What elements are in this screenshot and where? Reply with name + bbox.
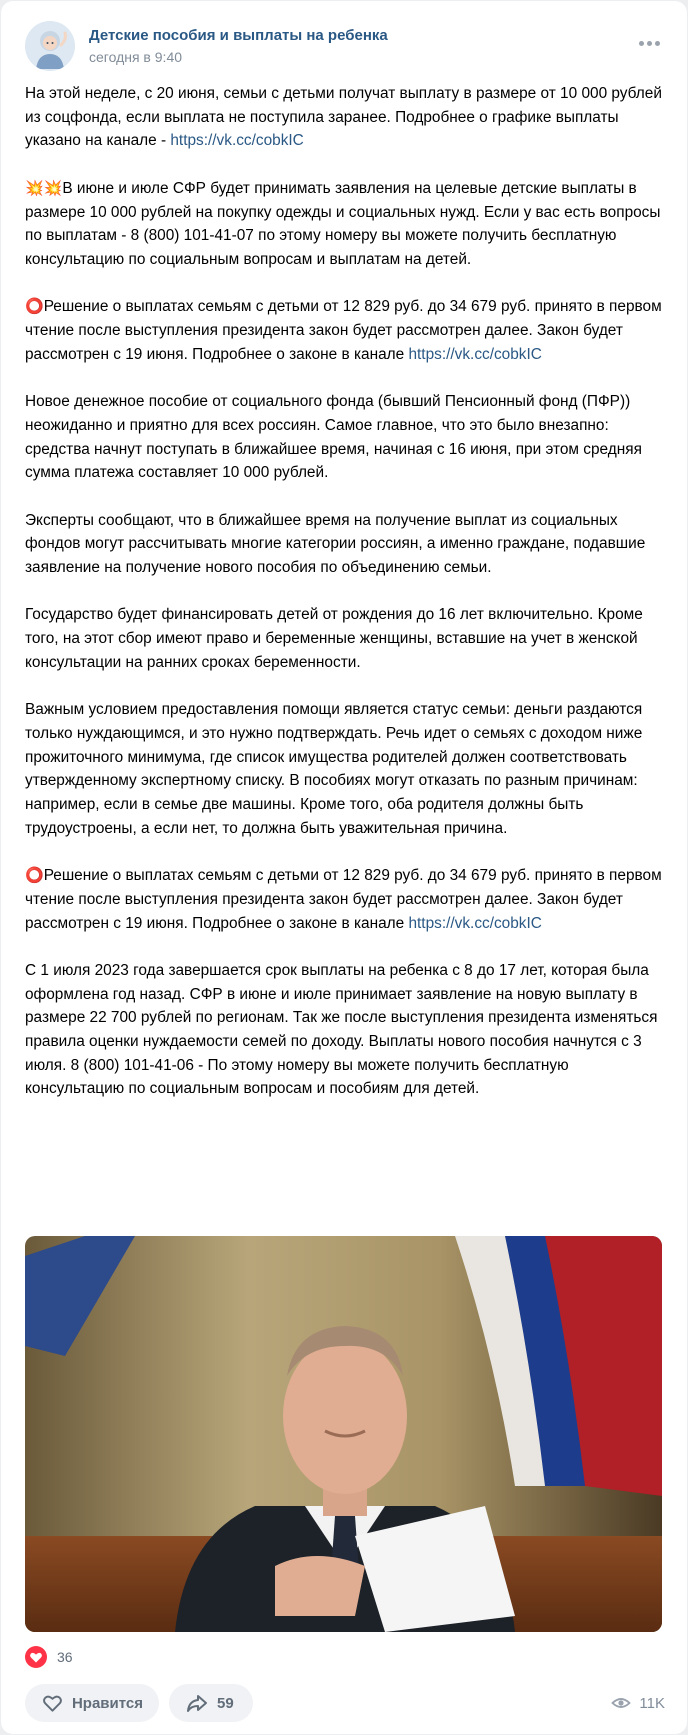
- post-link[interactable]: https://vk.cc/cobkIC: [408, 914, 542, 932]
- post-text-run: Решение о выплатах семьям с детьми от 12 829 руб. до 34 679 руб. принято в первом чтение после выступления президента закон будет рассмотрен далее. Закон будет рассмотрен с 19 июня. Подробнее о законе в канале: [25, 298, 662, 363]
- views-count: 11K: [639, 1694, 665, 1712]
- post-paragraph: [25, 295, 665, 366]
- post-text-run: С 1 июля 2023 года завершается срок выплаты на ребенка с 8 до 17 лет, которая была оформлена год назад. СФР в июне и июле принимает заявление на новую выплату в размере 22 700 рублей по регионам. Так же после выступления президента изменяться правила оценки нуждаемости семей по доходу. Выплаты нового пособия начнутся с 3 июля. 8 (800) 101-41-06 - По этому номеру вы можете получить бесплатную консультацию по социальным вопросам и пособиям для детей.: [25, 961, 658, 1098]
- post-paragraph: [25, 698, 665, 840]
- heart-outline-icon: [41, 1691, 64, 1715]
- post-text-run: Важным условием предоставления помощи является статус семьи: деньги раздаются только нуждающимся, и это нужно подтверждать. Речь идет о семьях с доходом ниже прожиточного минимума, где список имущества родителей должен соответствовать утвержденному экспертному списку. В пособиях могут отказать по разным причинам: например, если в семье две машины. Кроме того, оба родителя должны быть трудоустроены, а если нет, то должна быть уважительная причина.: [25, 701, 643, 837]
- photo-image: [25, 1236, 662, 1632]
- post-text-run: Новое денежное пособие от социального фонда (бывший Пенсионный фонд (ПФР)) неожиданно и приятно для всех россиян. Самое главное, что это было внезапно: средства начнут поступать в ближайшее время, начиная с 16 июня, при этом средняя сумма платежа составляет 10 000 рублей.: [25, 393, 642, 482]
- red-circle-emoji-icon: ⭕: [25, 866, 44, 885]
- post-text-run: Решение о выплатах семьям с детьми от 12 829 руб. до 34 679 руб. принято в первом чтение после выступления президента закон будет рассмотрен далее. Закон будет рассмотрен с 19 июня. Подробнее о законе в канале: [25, 867, 662, 932]
- avatar-illustration-icon: [25, 21, 75, 71]
- like-button[interactable]: [25, 1684, 159, 1722]
- community-name[interactable]: Детские пособия и выплаты на ребенка: [89, 27, 388, 44]
- community-avatar[interactable]: [25, 21, 75, 71]
- reactions-bar[interactable]: [25, 1646, 73, 1668]
- reactions-count: 36: [57, 1649, 73, 1665]
- post-text-run: В июне и июле СФР будет принимать заявления на целевые детские выплаты в размере 10 000 рублей на покупку одежды и социальных нужд. Если у вас есть вопросы по выплатам - 8 (800) 101-41-07 по этому номеру вы можете получить бесплатную консультацию по социальным вопросам и выплатам на детей.: [25, 179, 661, 268]
- share-button[interactable]: [169, 1684, 253, 1722]
- share-arrow-icon: [185, 1691, 209, 1715]
- post-paragraph: [25, 177, 665, 272]
- post-text-run: На этой неделе, с 20 июня, семьи с детьми получат выплату в размере от 10 000 рублей из соцфонда, если выплата не поступила заранее. Подробнее о графике выплаты указано на канале -: [25, 85, 662, 150]
- post-paragraph: [25, 603, 665, 674]
- collision-emoji-icon: 💥💥: [25, 178, 63, 197]
- post-text-run: Эксперты сообщают, что в ближайшее время на получение выплат из социальных фондов могут рассчитывать многие категории россиян, а именно граждане, подавшие заявление на получение нового пособия по объединению семьи.: [25, 511, 646, 576]
- post-link[interactable]: https://vk.cc/cobkIC: [408, 345, 542, 363]
- like-label: Нравится: [71, 1694, 143, 1712]
- post-link[interactable]: https://vk.cc/cobkIC: [170, 132, 304, 150]
- post-photo[interactable]: [25, 1236, 662, 1632]
- post-paragraph: [25, 390, 665, 485]
- share-count: 59: [217, 1694, 234, 1712]
- views-counter: [611, 1684, 665, 1722]
- post-text: [25, 82, 665, 1125]
- more-dots-icon[interactable]: [633, 31, 665, 55]
- post-paragraph: [25, 959, 665, 1101]
- post-paragraph: [25, 82, 665, 153]
- heart-reaction-icon: [25, 1646, 47, 1668]
- post-time[interactable]: сегодня в 9:40: [89, 49, 183, 65]
- post-header: [25, 21, 665, 73]
- post-text-run: Государство будет финансировать детей от рождения до 16 лет включительно. Кроме того, на этот сбор имеют право и беременные женщины, вставшие на учет в женской консультации на ранних сроках беременности.: [25, 606, 643, 671]
- post-actions: [25, 1684, 665, 1722]
- post-paragraph: [25, 864, 665, 935]
- red-circle-emoji-icon: ⭕: [25, 297, 44, 316]
- post-paragraph: [25, 509, 665, 580]
- eye-icon: [611, 1693, 631, 1713]
- post-card: [1, 1, 687, 1734]
